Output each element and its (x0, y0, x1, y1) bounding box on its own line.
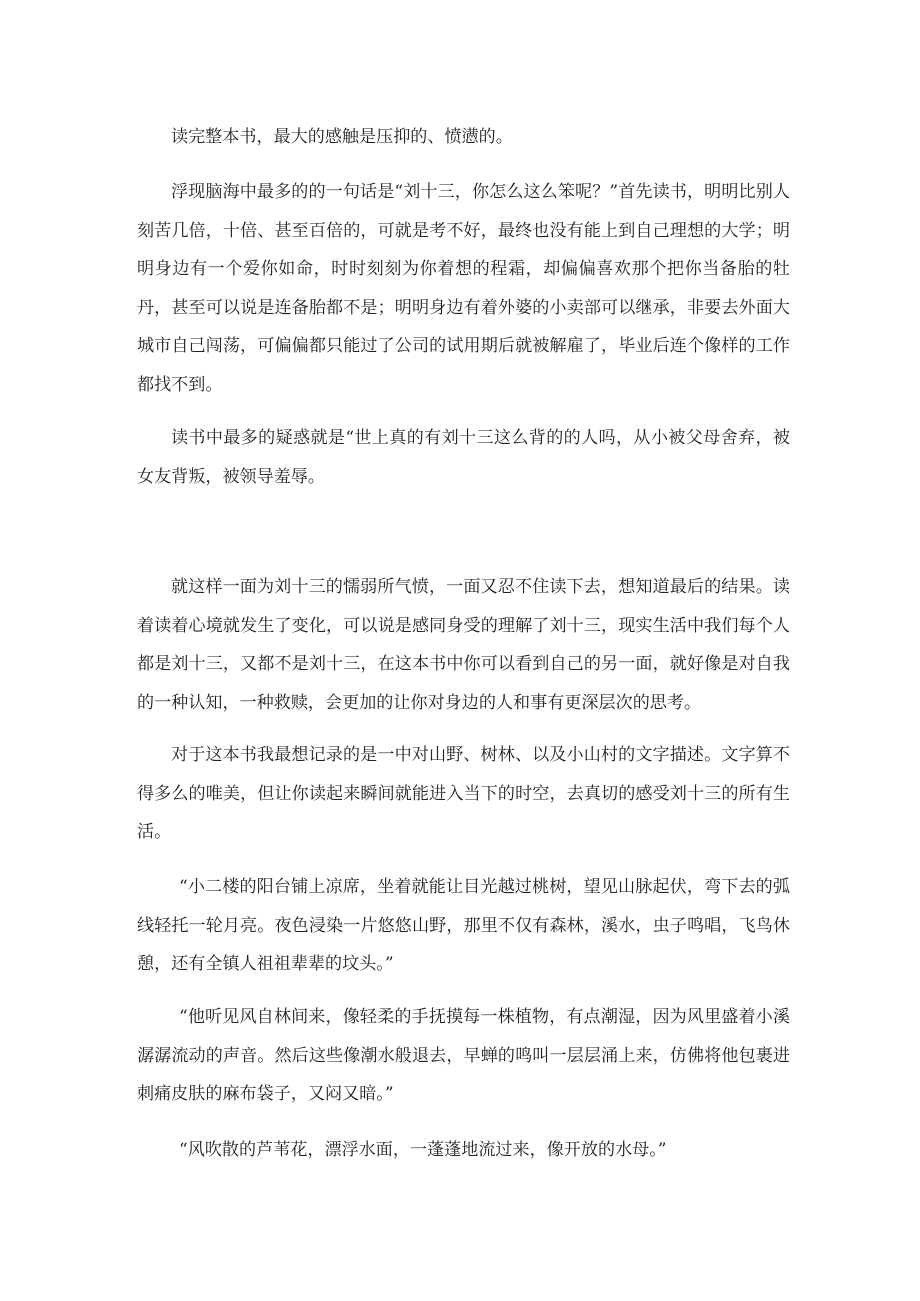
quote-wind: “他听见风自林间来，像轻柔的手抚摸每一株植物，有点潮湿，因为风里盛着小溪潺潺流动的声音。然后这些像潮水般退去，早蝉的鸣叫一层层涌上来，仿佛将他包裹进刺痛皮肤的麻布袋子，又闷又暗。” (137, 1007, 790, 1104)
paragraph-impression: 读完整本书，最大的感触是压抑的、愤懑的。 (171, 127, 513, 147)
paragraph-doubt: 读书中最多的疑惑就是“世上真的有刘十三这么背的的人吗，从小被父母舍弃，被女友背叛，被领导羞辱。 (137, 428, 790, 487)
quote-reeds: “风吹散的芦苇花，漂浮水面，一蓬蓬地流过来，像开放的水母。” (179, 1140, 667, 1160)
paragraph-reflection: 就这样一面为刘十三的懦弱所气愤，一面又忍不住读下去，想知道最后的结果。读着读着心境就发生了变化，可以说是感同身受的理解了刘十三，现实生活中我们每个人都是刘十三，又都不是刘十三，在这本书中你可以看到自己的另一面，就好像是对自我的一种认知，一种救赎，会更加的让你对身边的人和事有更深层次的思考。 (137, 577, 790, 713)
paragraph-description-intro: 对于这本书我最想记录的是一中对山野、树林、以及小山村的文字描述。文字算不得多么的唯美，但让你读起来瞬间就能进入当下的时空，去真切的感受刘十三的所有生活。 (137, 745, 790, 842)
paragraph-question: 浮现脑海中最多的的一句话是“刘十三，你怎么这么笨呢？”首先读书，明明比别人刻苦几倍，十倍、甚至百倍的，可就是考不好，最终也没有能上到自己理想的大学；明明身边有一个爱你如命，时时刻刻为你着想的程霜，却偏偏喜欢那个把你当备胎的牡丹，甚至可以说是连备胎都不是；明明身边有着外婆的小卖部可以继承，非要去外面大城市自己闯荡，可偏偏都只能过了公司的试用期后就被解雇了，毕业后连个像样的工作都找不到。 (137, 182, 790, 395)
quote-balcony: “小二楼的阳台铺上凉席，坐着就能让目光越过桃树，望见山脉起伏，弯下去的弧线轻托一轮月亮。夜色浸染一片悠悠山野，那里不仅有森林，溪水，虫子鸣唱，飞鸟休憩，还有全镇人祖祖辈辈的坟头。” (137, 877, 790, 974)
